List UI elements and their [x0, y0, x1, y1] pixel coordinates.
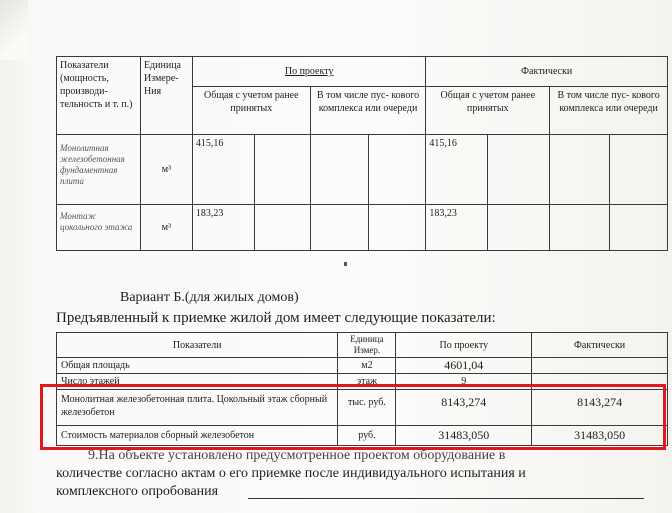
header-unit: Единица Измере- Ния	[140, 57, 192, 135]
row-actual-value: 183,23	[426, 205, 488, 251]
page-fold	[0, 0, 28, 60]
row-name: Монтаж цокольного этажа	[57, 205, 141, 251]
row-unit: этаж	[338, 374, 396, 390]
indicators-table	[56, 56, 668, 251]
header-actual: Фактически	[532, 333, 668, 358]
row-name: Общая площадь	[57, 358, 338, 374]
row-unit: м³	[140, 205, 192, 251]
row-actual-value: 8143,274	[532, 390, 668, 426]
row-unit: м2	[338, 358, 396, 374]
row-project-value: 183,23	[192, 205, 254, 251]
row-project-value: 8143,274	[396, 390, 532, 426]
row-project-value: 4601,04	[396, 358, 532, 374]
row-name: Монолитная железобетонная фундаментная плита	[57, 135, 141, 205]
table-row	[57, 358, 668, 374]
table-row	[57, 205, 668, 251]
fill-in-line	[248, 498, 644, 499]
header-indicators: Показатели (мощность, производи- тельность и т. п.)	[57, 57, 141, 135]
row-unit: м³	[140, 135, 192, 205]
table-row	[57, 135, 668, 205]
row-actual-value: 415,16	[426, 135, 488, 205]
header-project: По проекту	[396, 333, 532, 358]
highlight-box	[40, 384, 666, 450]
ink-dot	[344, 262, 347, 266]
footer-line-2: количестве согласно актам о его приемке после индивидуального испытания и	[56, 466, 526, 481]
header-actual-total: Общая с учетом ранее принятых	[426, 87, 550, 135]
footer-line-3: комплексного опробования	[56, 484, 219, 499]
row-name: Число этажей	[57, 374, 338, 390]
header-project-total: Общая с учетом ранее принятых	[192, 87, 310, 135]
row-actual-value: 31483,050	[532, 426, 668, 446]
header-project-startup: В том числе пус- кового комплекса или очереди	[310, 87, 426, 135]
variant-title: Вариант Б.(для жилых домов)	[120, 290, 299, 305]
row-name: Монолитная железобетонная плита. Цокольный этаж сборный железобетон	[57, 390, 338, 426]
header-actual-startup: В том числе пус- кового комплекса или очереди	[550, 87, 668, 135]
row-unit: тыс. руб.	[338, 390, 396, 426]
row-name: Стоимость материалов сборный железобетон	[57, 426, 338, 446]
row-project-value: 415,16	[192, 135, 254, 205]
header-actual: Фактически	[426, 57, 668, 87]
row-unit: руб.	[338, 426, 396, 446]
header-indicators: Показатели	[57, 333, 338, 358]
row-project-value: 31483,050	[396, 426, 532, 446]
footer-line-1: 9.На объекте установлено предусмотренное проектом оборудование в	[88, 448, 506, 463]
header-unit: Единица Измер.	[338, 333, 396, 358]
variant-subtitle: Предъявленный к приемке жилой дом имеет следующие показатели:	[56, 310, 496, 326]
header-by-project: По проекту	[192, 57, 426, 87]
row-actual-value	[532, 358, 668, 374]
row-project-value: 9	[396, 374, 532, 390]
